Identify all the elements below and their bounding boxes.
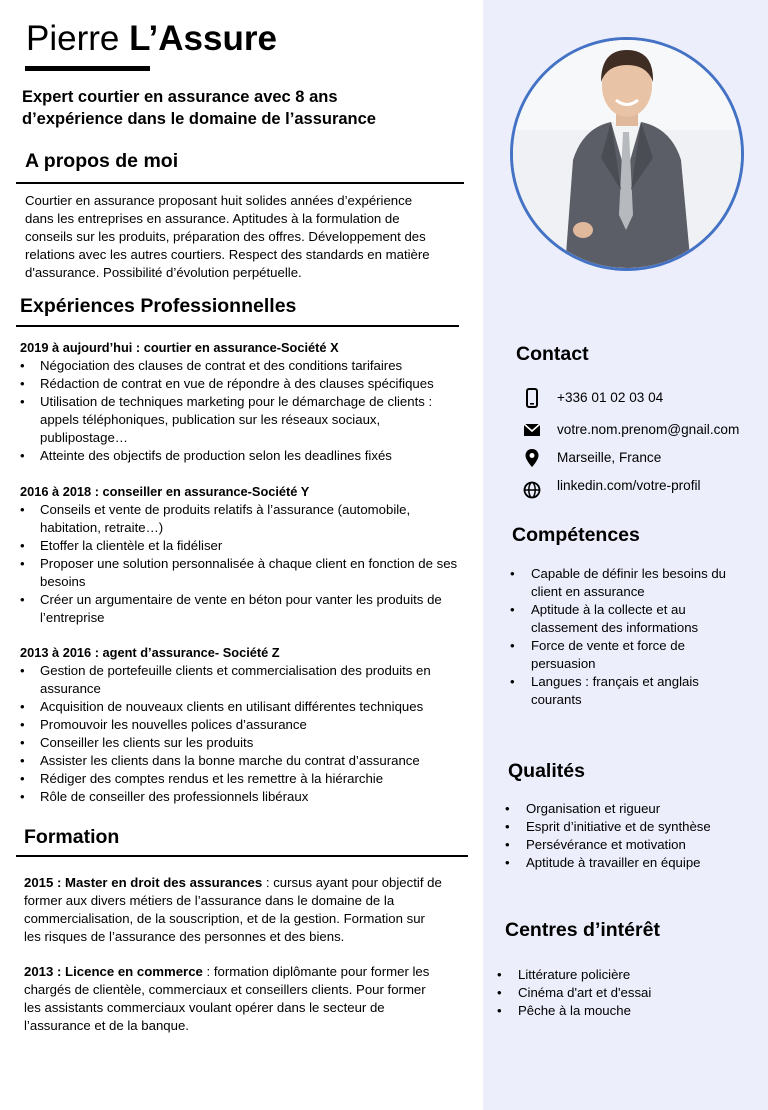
list-item: • Négociation des clauses de contrat et des conditions tarifaires: [20, 358, 403, 373]
list-item: • Esprit d’initiative et de synthèse: [505, 819, 711, 834]
list-item: • Aptitude à travailler en équipe: [505, 855, 701, 870]
list-item: • Etoffer la clientèle et la fidéliser: [20, 538, 223, 553]
about-line: dans les entreprises en assurance. Aptitudes à la formulation de: [25, 211, 400, 226]
job-entry: [20, 483, 475, 627]
about-line: d'assurance. Possibilité d’évolution perpétuelle.: [25, 265, 302, 280]
job-title: 2019 à aujourd’hui : courtier en assurance-Société X: [20, 340, 339, 355]
qualities-heading: Qualités: [508, 760, 585, 782]
list-item: • Rôle de conseiller des professionnels libéraux: [20, 789, 309, 804]
degree-title: 2013 : Licence en commerce: [24, 964, 203, 979]
experience-heading: Expériences Professionnelles: [20, 295, 297, 317]
experience-rule: [16, 325, 459, 327]
tagline: [22, 86, 462, 130]
list-item: • Proposer une solution personnalisée à chaque client en fonction de ses besoins: [20, 556, 458, 589]
list-item: • Conseiller les clients sur les produits: [20, 735, 254, 750]
tagline-line: Expert courtier en assurance avec 8 ans: [22, 88, 338, 106]
first-name: Pierre: [26, 19, 120, 58]
degree-title: 2015 : Master en droit des assurances: [24, 875, 263, 890]
phone-icon: [522, 388, 542, 408]
list-item: • Rédaction de contrat en vue de répondre à des clauses spécifiques: [20, 376, 434, 391]
name-underline: [25, 66, 150, 71]
list-item: • Cinéma d'art et d'essai: [497, 985, 652, 1000]
list-item: • Conseils et vente de produits relatifs à l’assurance (automobile, habitation, retraite…): [20, 502, 411, 535]
list-item: • Force de vente et force de persuasion: [510, 638, 685, 671]
contact-email: votre.nom.prenom@gnail.com: [522, 420, 762, 444]
profile-photo: [510, 37, 744, 271]
list-item: • Atteinte des objectifs de production selon les deadlines fixés: [20, 448, 392, 463]
globe-icon: [522, 480, 542, 500]
education-heading: Formation: [24, 826, 120, 848]
contact-location: Marseille, France: [522, 448, 762, 472]
about-line: relations avec les autres courtiers. Respect des standards en matière: [25, 247, 430, 262]
list-item: • Rédiger des comptes rendus et les remettre à la hiérarchie: [20, 771, 384, 786]
list-item: • Langues : français et anglais courants: [510, 674, 699, 707]
education-rule: [16, 855, 468, 857]
email-icon: [522, 420, 542, 440]
about-line: Courtier en assurance proposant huit solides années d’expérience: [25, 193, 413, 208]
skills-list: [510, 565, 760, 709]
candidate-name: [26, 18, 277, 60]
list-item: • Organisation et rigueur: [505, 801, 661, 816]
education-entry: 2015 : Master en droit des assurances : cursus ayant pour objectif de former aux divers métiers de l’assurance dans le domaine de la commercialisation, de la souscription, et de la gestion. Formation sur les risques de l’assurance des personnes et des biens.: [24, 875, 442, 944]
about-text: [25, 192, 465, 282]
list-item: • Créer un argumentaire de vente en béton pour vanter les produits de l’entreprise: [20, 592, 442, 625]
list-item: • Promouvoir les nouvelles polices d’assurance: [20, 717, 307, 732]
location-icon: [522, 448, 542, 468]
education-entry: 2013 : Licence en commerce : formation diplômante pour former les chargés de clientèle, commerciaux et conseillers clients. Pour former les assistants commerciaux voulant opérer dans le secteur de l’assurance et de la banque.: [24, 964, 430, 1033]
person-portrait: [513, 40, 741, 268]
contact-phone: +336 01 02 03 04: [522, 388, 762, 412]
list-item: • Assister les clients dans la bonne marche du contrat d’assurance: [20, 753, 420, 768]
list-item: • Utilisation de techniques marketing pour le démarchage de clients : appels téléphoniques, publication sur les réseaux sociaux, publipostage…: [20, 394, 433, 445]
interests-list: [497, 966, 757, 1020]
list-item: • Acquisition de nouveaux clients en utilisant différentes techniques: [20, 699, 424, 714]
contact-linkedin: linkedin.com/votre-profil: [522, 476, 762, 500]
list-item: • Gestion de portefeuille clients et commercialisation des produits en assurance: [20, 663, 431, 696]
job-entry: [20, 339, 475, 465]
about-heading: A propos de moi: [25, 150, 179, 172]
job-title: 2016 à 2018 : conseiller en assurance-Société Y: [20, 484, 310, 499]
job-title: 2013 à 2016 : agent d’assurance- Société Z: [20, 645, 280, 660]
tagline-line: d’expérience dans le domaine de l’assurance: [22, 110, 376, 128]
list-item: • Littérature policière: [497, 967, 631, 982]
about-rule: [16, 182, 464, 184]
qualities-list: [505, 800, 760, 872]
contact-heading: Contact: [516, 343, 589, 365]
interests-heading: Centres d’intérêt: [505, 919, 660, 941]
last-name: L’Assure: [129, 19, 277, 58]
job-entry: [20, 644, 475, 806]
list-item: • Capable de définir les besoins du client en assurance: [510, 566, 727, 599]
skills-heading: Compétences: [512, 524, 640, 546]
about-line: conseils sur les produits, préparation des offres. Développement des: [25, 229, 426, 244]
list-item: • Persévérance et motivation: [505, 837, 686, 852]
list-item: • Aptitude à la collecte et au classement des informations: [510, 602, 699, 635]
list-item: • Pêche à la mouche: [497, 1003, 631, 1018]
